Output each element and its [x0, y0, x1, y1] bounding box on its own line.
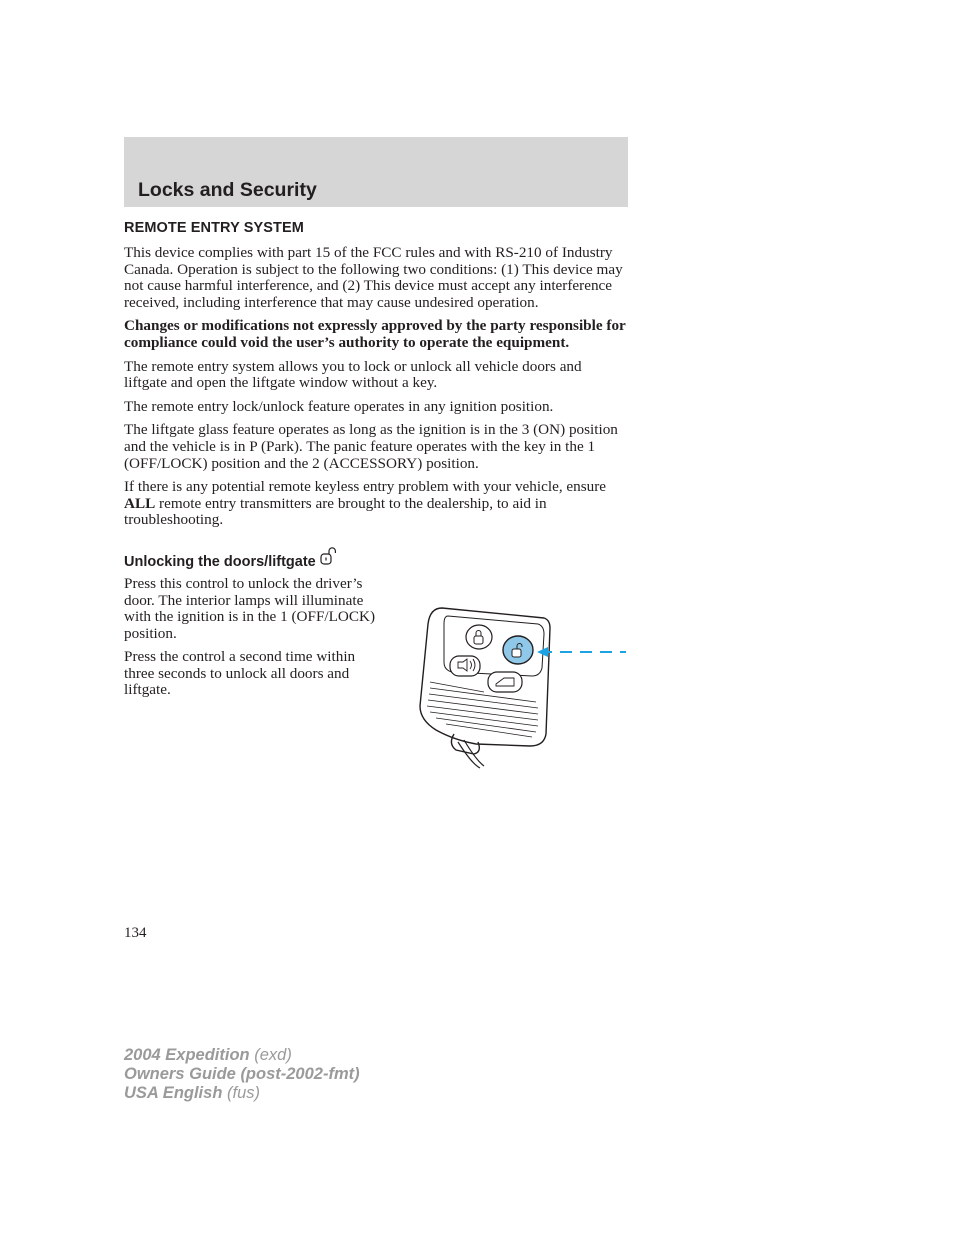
section-title: Locks and Security — [138, 179, 317, 201]
warning-paragraph: Changes or modifications not expressly approved by the party responsible for compliance could void the user’s authority to operate the equipment. — [124, 317, 626, 351]
unlock-paragraph-1: Press this control to unlock the driver’s door. The interior lamps will illuminate with the ignition is in the 1 (OFF/LOCK) position. — [124, 574, 376, 642]
key-fob-illustration — [418, 604, 630, 777]
troubleshooting-text-emphasis: ALL — [124, 494, 156, 512]
unlock-text-column — [124, 576, 384, 699]
unlock-icon — [320, 546, 336, 570]
fcc-paragraph: This device complies with part 15 of the FCC rules and with RS-210 of Industry Canada. Operation is subject to the following two conditions: (1) This device may not cause harmful interference, and (2) This device must accept any interference received, including interference that may cause undesired operation. — [124, 244, 623, 311]
footer-language-code: (fus) — [222, 1084, 260, 1102]
troubleshooting-text-start: If there is any potential remote keyless entry problem with your vehicle, ensure — [124, 478, 607, 496]
footer-guide: Owners Guide (post-2002-fmt) — [124, 1065, 360, 1083]
topic-heading: REMOTE ENTRY SYSTEM — [124, 220, 304, 236]
troubleshooting-paragraph — [124, 479, 628, 529]
section-header-band — [124, 137, 628, 207]
unlock-subheading-text: Unlocking the doors/liftgate — [124, 553, 316, 570]
footer-line-2 — [124, 1065, 360, 1084]
footer-model: 2004 Expedition — [124, 1046, 250, 1064]
troubleshooting-text-end: remote entry transmitters are brought to the dealership, to aid in troubleshooting. — [124, 494, 547, 529]
footer-model-code: (exd) — [249, 1046, 292, 1064]
liftgate-glass-paragraph: The liftgate glass feature operates as long as the ignition is in the 3 (ON) position and the vehicle is in P (Park). The panic feature operates with the key in the 1 (OFF/LOCK) position and the 2 (ACCESSORY) position. — [124, 421, 618, 472]
ignition-paragraph: The remote entry lock/unlock feature operates in any ignition position. — [124, 397, 554, 415]
footer-line-1 — [124, 1046, 360, 1065]
page-number: 134 — [124, 925, 147, 941]
allows-paragraph: The remote entry system allows you to lock or unlock all vehicle doors and liftgate and open the liftgate window without a key. — [124, 357, 582, 392]
key-fob-icon — [418, 604, 630, 772]
document-footer — [124, 1046, 360, 1103]
footer-line-3 — [124, 1084, 360, 1103]
footer-language: USA English — [124, 1084, 223, 1102]
unlock-paragraph-2: Press the control a second time within three seconds to unlock all doors and liftgate. — [124, 648, 356, 699]
unlock-subheading — [124, 546, 628, 570]
